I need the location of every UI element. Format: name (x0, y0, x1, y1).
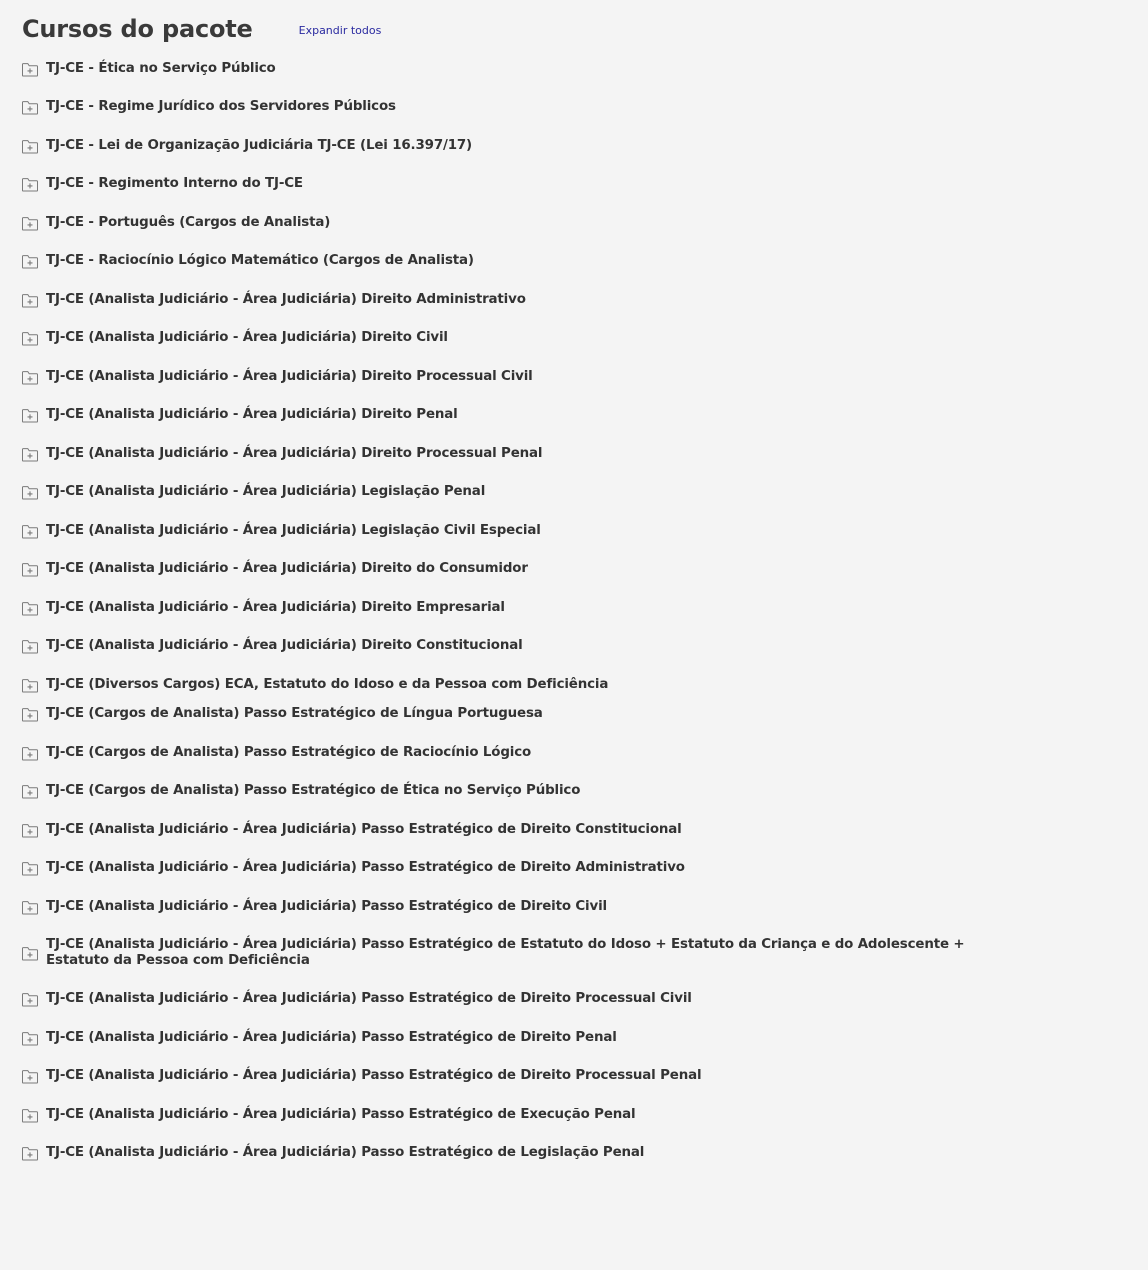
folder-plus-icon (21, 1069, 39, 1084)
course-title: TJ-CE (Analista Judiciário - Área Judiciária) Passo Estratégico de Direito Civil (46, 899, 607, 914)
course-item[interactable] (21, 407, 458, 423)
course-item[interactable] (21, 484, 485, 500)
folder-plus-icon (21, 177, 39, 192)
course-title: TJ-CE (Analista Judiciário - Área Judiciária) Passo Estratégico de Direito Constitucional (46, 822, 682, 837)
course-item[interactable] (21, 523, 541, 539)
folder-plus-icon (21, 216, 39, 231)
folder-plus-icon (21, 370, 39, 385)
course-title: TJ-CE (Analista Judiciário - Área Judiciária) Direito do Consumidor (46, 561, 528, 576)
folder-plus-icon (21, 678, 39, 693)
folder-plus-icon (21, 447, 39, 462)
course-title: TJ-CE - Lei de Organização Judiciária TJ-CE (Lei 16.397/17) (46, 138, 473, 153)
course-item[interactable] (21, 1145, 644, 1161)
folder-plus-icon (21, 707, 39, 722)
course-title: TJ-CE - Regime Jurídico dos Servidores Públicos (46, 99, 396, 114)
course-item[interactable] (21, 176, 303, 192)
folder-plus-icon (21, 562, 39, 577)
course-item[interactable] (21, 446, 542, 462)
course-title: TJ-CE (Analista Judiciário - Área Judiciária) Legislação Civil Especial (46, 523, 541, 538)
course-title: TJ-CE (Analista Judiciário - Área Judiciária) Direito Penal (46, 407, 458, 422)
course-title: TJ-CE (Analista Judiciário - Área Judiciária) Passo Estratégico de Execução Penal (46, 1107, 636, 1122)
course-item[interactable] (21, 1107, 635, 1123)
course-item[interactable] (21, 561, 528, 577)
folder-plus-icon (21, 946, 39, 961)
folder-plus-icon (21, 1146, 39, 1161)
course-title: TJ-CE - Português (Cargos de Analista) (46, 215, 331, 230)
folder-plus-icon (21, 408, 39, 423)
course-title: TJ-CE (Analista Judiciário - Área Judiciária) Legislação Penal (46, 484, 486, 499)
course-item[interactable] (21, 61, 276, 77)
course-item[interactable] (21, 822, 682, 838)
course-item[interactable] (21, 783, 580, 799)
page-title: Cursos do pacote (22, 15, 253, 43)
course-item[interactable] (21, 638, 523, 654)
course-item[interactable] (21, 600, 505, 616)
course-item[interactable] (21, 677, 608, 693)
folder-plus-icon (21, 293, 39, 308)
folder-plus-icon (21, 139, 39, 154)
course-title: TJ-CE - Ética no Serviço Público (46, 61, 276, 76)
folder-plus-icon (21, 639, 39, 654)
folder-plus-icon (21, 524, 39, 539)
expand-all-link[interactable]: Expandir todos (298, 23, 382, 37)
folder-plus-icon (21, 992, 39, 1007)
folder-plus-icon (21, 601, 39, 616)
course-title: TJ-CE (Analista Judiciário - Área Judiciária) Passo Estratégico de Direito Processual Penal (46, 1068, 702, 1083)
course-title: TJ-CE - Regimento Interno do TJ-CE (46, 176, 303, 191)
page-header (22, 12, 381, 46)
folder-plus-icon (21, 485, 39, 500)
course-title: TJ-CE (Analista Judiciário - Área Judiciária) Direito Civil (46, 330, 448, 345)
course-title: TJ-CE (Analista Judiciário - Área Judiciária) Passo Estratégico de Direito Penal (46, 1030, 617, 1045)
folder-plus-icon (21, 331, 39, 346)
course-item[interactable] (21, 215, 330, 231)
course-title: TJ-CE (Analista Judiciário - Área Judiciária) Direito Constitucional (46, 638, 523, 653)
course-item[interactable] (21, 991, 692, 1007)
course-item[interactable] (21, 253, 474, 269)
folder-plus-icon (21, 746, 39, 761)
folder-plus-icon (21, 1031, 39, 1046)
folder-plus-icon (21, 100, 39, 115)
course-item[interactable] (21, 937, 1026, 969)
course-title: TJ-CE (Analista Judiciário - Área Judiciária) Direito Processual Civil (46, 369, 533, 384)
course-title: TJ-CE (Analista Judiciário - Área Judiciária) Direito Administrativo (46, 292, 526, 307)
course-title: TJ-CE (Analista Judiciário - Área Judiciária) Direito Processual Penal (46, 446, 543, 461)
course-item[interactable] (21, 138, 472, 154)
folder-plus-icon (21, 900, 39, 915)
course-title: TJ-CE (Analista Judiciário - Área Judiciária) Passo Estratégico de Direito Processual Civil (46, 991, 692, 1006)
course-title: TJ-CE - Raciocínio Lógico Matemático (Cargos de Analista) (46, 253, 474, 268)
folder-plus-icon (21, 1108, 39, 1123)
course-item[interactable] (21, 369, 533, 385)
course-item[interactable] (21, 99, 396, 115)
course-item[interactable] (21, 860, 685, 876)
course-item[interactable] (21, 1068, 701, 1084)
folder-plus-icon (21, 62, 39, 77)
course-item[interactable] (21, 292, 526, 308)
course-item[interactable] (21, 899, 607, 915)
course-title: TJ-CE (Analista Judiciário - Área Judiciária) Direito Empresarial (46, 600, 505, 615)
course-item[interactable] (21, 1030, 617, 1046)
folder-plus-icon (21, 254, 39, 269)
course-title: TJ-CE (Cargos de Analista) Passo Estratégico de Ética no Serviço Público (46, 783, 581, 798)
course-title: TJ-CE (Diversos Cargos) ECA, Estatuto do Idoso e da Pessoa com Deficiência (46, 677, 609, 692)
folder-plus-icon (21, 784, 39, 799)
course-item[interactable] (21, 330, 448, 346)
course-title: TJ-CE (Analista Judiciário - Área Judiciária) Passo Estratégico de Estatuto do Idoso + Estatuto da Criança e do Adolescente + Estatuto da Pessoa com Deficiência (46, 937, 965, 968)
folder-plus-icon (21, 861, 39, 876)
course-item[interactable] (21, 706, 543, 722)
course-title: TJ-CE (Analista Judiciário - Área Judiciária) Passo Estratégico de Legislação Penal (46, 1145, 645, 1160)
course-title: TJ-CE (Cargos de Analista) Passo Estratégico de Raciocínio Lógico (46, 745, 532, 760)
course-title: TJ-CE (Cargos de Analista) Passo Estratégico de Língua Portuguesa (46, 706, 543, 721)
folder-plus-icon (21, 823, 39, 838)
course-item[interactable] (21, 745, 531, 761)
course-title: TJ-CE (Analista Judiciário - Área Judiciária) Passo Estratégico de Direito Administrativo (46, 860, 685, 875)
